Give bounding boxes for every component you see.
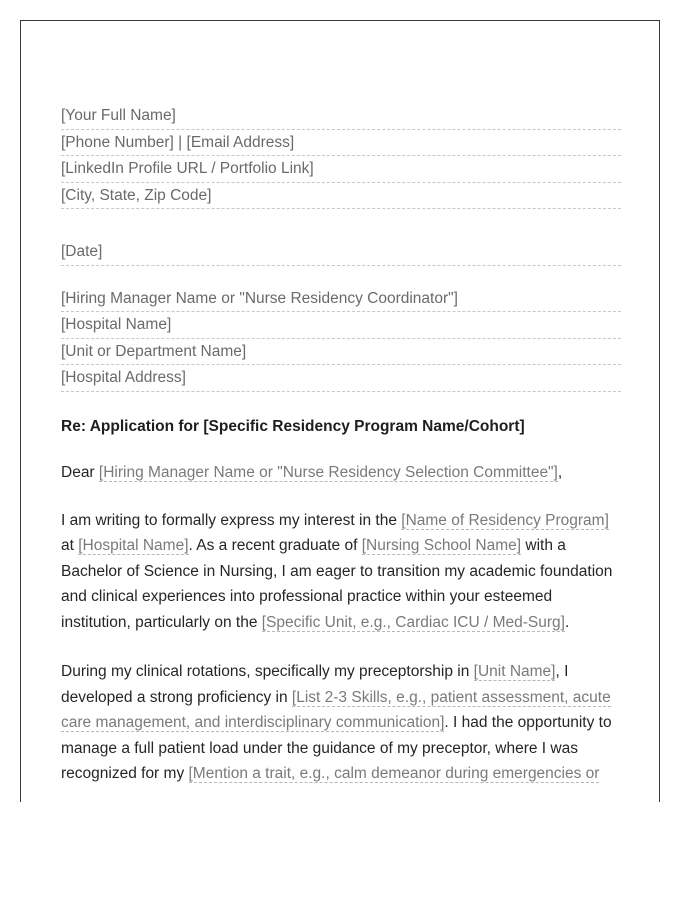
recipient-address[interactable]: [Hospital Address] [61,365,621,392]
spacer [61,266,621,286]
recipient-unit[interactable]: [Unit or Department Name] [61,339,621,366]
letter-date[interactable]: [Date] [61,239,621,266]
paragraph-text: . As a recent graduate of [188,537,362,554]
sender-location[interactable]: [City, State, Zip Code] [61,183,621,210]
salutation-suffix: , [557,463,563,481]
nursing-school-placeholder[interactable]: [Nursing School Name] [361,537,522,554]
spacer [61,209,621,239]
paragraph-text: , I developed a strong proficiency in [61,663,569,706]
paragraph-text: I am writing to formally express my interest in the [61,511,402,529]
paragraph-text: . I had the opportunity to manage a full patient load under the guidance of my preceptor, where I was recognized for my [61,714,612,782]
trait-placeholder[interactable]: [Mention a trait, e.g., calm demeanor during emergencies or [188,765,600,782]
salutation-name-placeholder[interactable]: [Hiring Manager Name or "Nurse Residency Selection Committee"] [98,463,558,481]
specific-unit-placeholder[interactable]: [Specific Unit, e.g., Cardiac ICU / Med-Surg] [261,613,565,631]
paragraph-text: at [61,537,79,554]
body-paragraph-1 [61,508,621,636]
salutation [61,462,621,484]
paragraph-text: with a Bachelor of Science in Nursing, I am eager to transition my academic foundation and clinical experiences into professional practice within your esteemed institution, particularly on the [61,537,613,631]
sender-link[interactable]: [LinkedIn Profile URL / Portfolio Link] [61,156,621,183]
sender-contact[interactable]: [Phone Number] | [Email Address] [61,130,621,157]
sender-full-name[interactable]: [Your Full Name] [61,103,621,130]
subject-line: Re: Application for [Specific Residency Program Name/Cohort] [61,417,525,435]
hospital-name-placeholder[interactable]: [Hospital Name] [78,537,189,554]
paragraph-text: During my clinical rotations, specifically my preceptorship in [61,663,474,680]
body-paragraph-2 [61,659,621,787]
skills-placeholder[interactable]: [List 2-3 Skills, e.g., patient assessment, acute care management, and interdisciplinary communication] [61,688,611,731]
salutation-prefix: Dear [61,463,99,481]
recipient-hospital[interactable]: [Hospital Name] [61,312,621,339]
letter-page [20,20,660,802]
residency-program-placeholder[interactable]: [Name of Residency Program] [401,511,609,529]
recipient-name[interactable]: [Hiring Manager Name or "Nurse Residency Coordinator"] [61,286,621,313]
letter-content [61,103,621,787]
unit-name-placeholder[interactable]: [Unit Name] [473,663,556,680]
paragraph-text: . [564,613,570,631]
